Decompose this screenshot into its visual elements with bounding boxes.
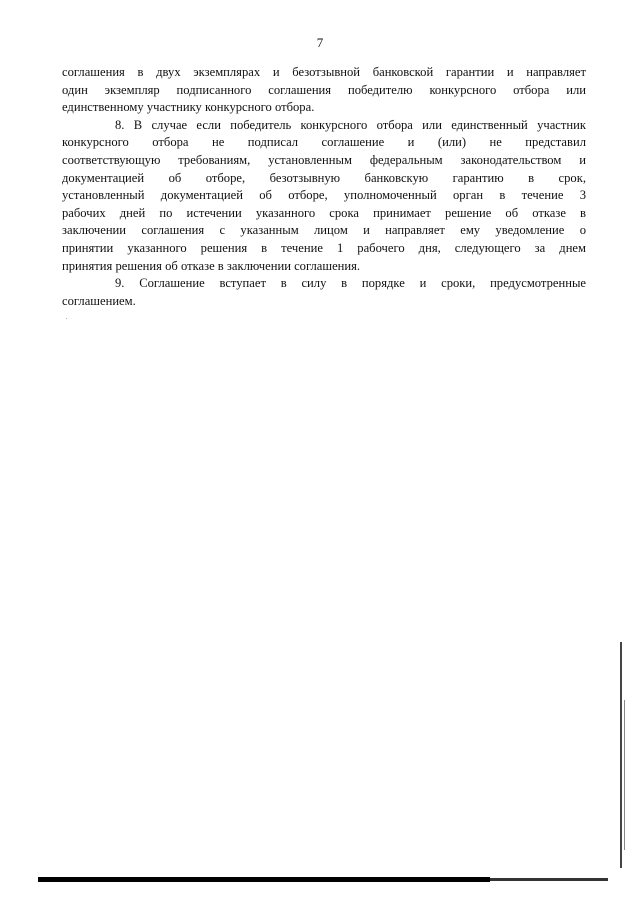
document-body	[62, 64, 586, 310]
paragraph-9	[62, 275, 586, 310]
text-line: 9. Соглашение вступает в силу в порядке и сроки, предусмотренные	[115, 276, 586, 291]
text-line: соглашением.	[62, 293, 136, 308]
text-line: соглашения в двух экземплярах и безотзывной банковской гарантии и направляет	[62, 65, 586, 79]
paragraph-continuation	[62, 64, 586, 117]
scan-bottom-bar	[38, 877, 490, 882]
scan-edge-mark	[620, 642, 622, 868]
scan-bottom-bar-tail	[490, 878, 608, 881]
text-line: установленный документацией об отборе, уполномоченный орган в течение 3	[62, 188, 586, 203]
text-line: конкурсного отбора не подписал соглашение и (или) не представил	[62, 135, 586, 150]
paragraph-8	[62, 117, 586, 275]
text-line: документацией об отборе, безотзывную банковскую гарантию в срок,	[62, 170, 586, 185]
scan-artifact-dot	[66, 318, 67, 319]
text-line: соответствующую требованиям, установленным федеральным законодательством и	[62, 152, 586, 167]
text-line: принятии указанного решения в течение 1 рабочего дня, следующего за днем	[62, 240, 586, 255]
page-number: 7	[316, 35, 324, 50]
text-line: рабочих дней по истечении указанного срока принимает решение об отказе в	[62, 205, 586, 220]
text-line: принятия решения об отказе в заключении соглашения.	[62, 258, 361, 273]
scan-edge-mark-secondary	[624, 700, 625, 850]
text-line: 8. В случае если победитель конкурсного отбора или единственный участник	[115, 117, 586, 132]
text-line: единственному участнику конкурсного отбора.	[62, 100, 315, 115]
text-line: заключении соглашения с указанным лицом и направляет ему уведомление о	[62, 223, 586, 238]
text-line: один экземпляр подписанного соглашения победителю конкурсного отбора или	[62, 82, 586, 97]
